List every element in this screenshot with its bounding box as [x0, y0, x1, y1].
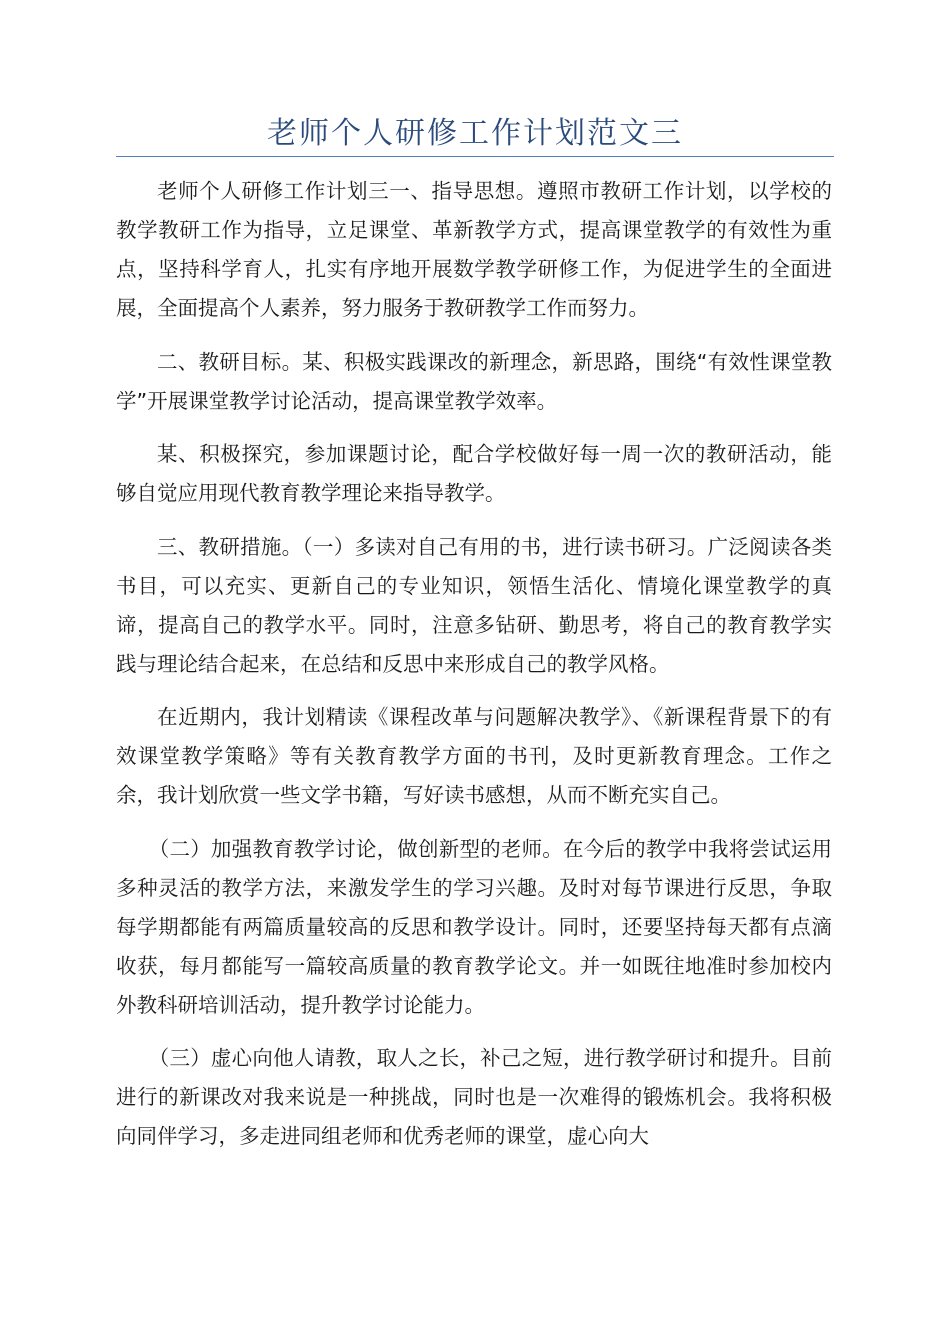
paragraph-guiding-ideas: 老师个人研修工作计划三一、指导思想。遵照市教研工作计划，以学校的教学教研工作为指导，立足课堂、革新教学方式，提高课堂教学的有效性为重点，坚持科学育人，扎实有序地开展数学教学研修工作，为促进学生的全面进展，全面提高个人素养，努力服务于教研教学工作而努力。: [116, 179, 832, 320]
paragraph-research-goals: 二、教研目标。某、积极实践课改的新理念，新思路，围绕“有效性课堂教学”开展课堂教学讨论活动，提高课堂教学效率。: [116, 349, 832, 413]
paragraph-research-measures: 三、教研措施。（一）多读对自己有用的书，进行读书研习。广泛阅读各类书目，可以充实、更新自己的专业知识，领悟生活化、情境化课堂教学的真谛，提高自己的教学水平。同时，注意多钻研、勤思考，将自己的教育教学实践与理论结合起来，在总结和反思中来形成自己的教学风格。: [116, 534, 832, 676]
document-body: [116, 172, 832, 1171]
paragraph-explore-topics: 某、积极探究，参加课题讨论，配合学校做好每一周一次的教研活动，能够自觉应用现代教育教学理论来指导教学。: [116, 442, 832, 505]
paragraph-strengthen-research: （二）加强教育教学讨论，做创新型的老师。在今后的教学中我将尝试运用多种灵活的教学方法，来激发学生的学习兴趣。及时对每节课进行反思，争取每学期都能有两篇质量较高的反思和教学设计。同时，还要坚持每天都有点滴收获，每月都能写一篇较高质量的教育教学论文。并一如既往地准时参加校内外教科研培训活动，提升教学讨论能力。: [116, 836, 832, 1017]
paragraph-reading-plan: 在近期内，我计划精读《课程改革与问题解决教学》、《新课程背景下的有效课堂教学策略》等有关教育教学方面的书刊，及时更新教育理念。工作之余，我计划欣赏一些文学书籍，写好读书感想，从而不断充实自己。: [116, 705, 832, 807]
paragraph-learn-from-others: （三）虚心向他人请教，取人之长，补己之短，进行教学研讨和提升。目前进行的新课改对我来说是一种挑战，同时也是一次难得的锻炼机会。我将积极向同伴学习，多走进同组老师和优秀老师的课堂，虚心向大: [116, 1046, 832, 1148]
document-title: 老师个人研修工作计划范文三: [267, 116, 683, 151]
title-underline: [116, 156, 834, 157]
